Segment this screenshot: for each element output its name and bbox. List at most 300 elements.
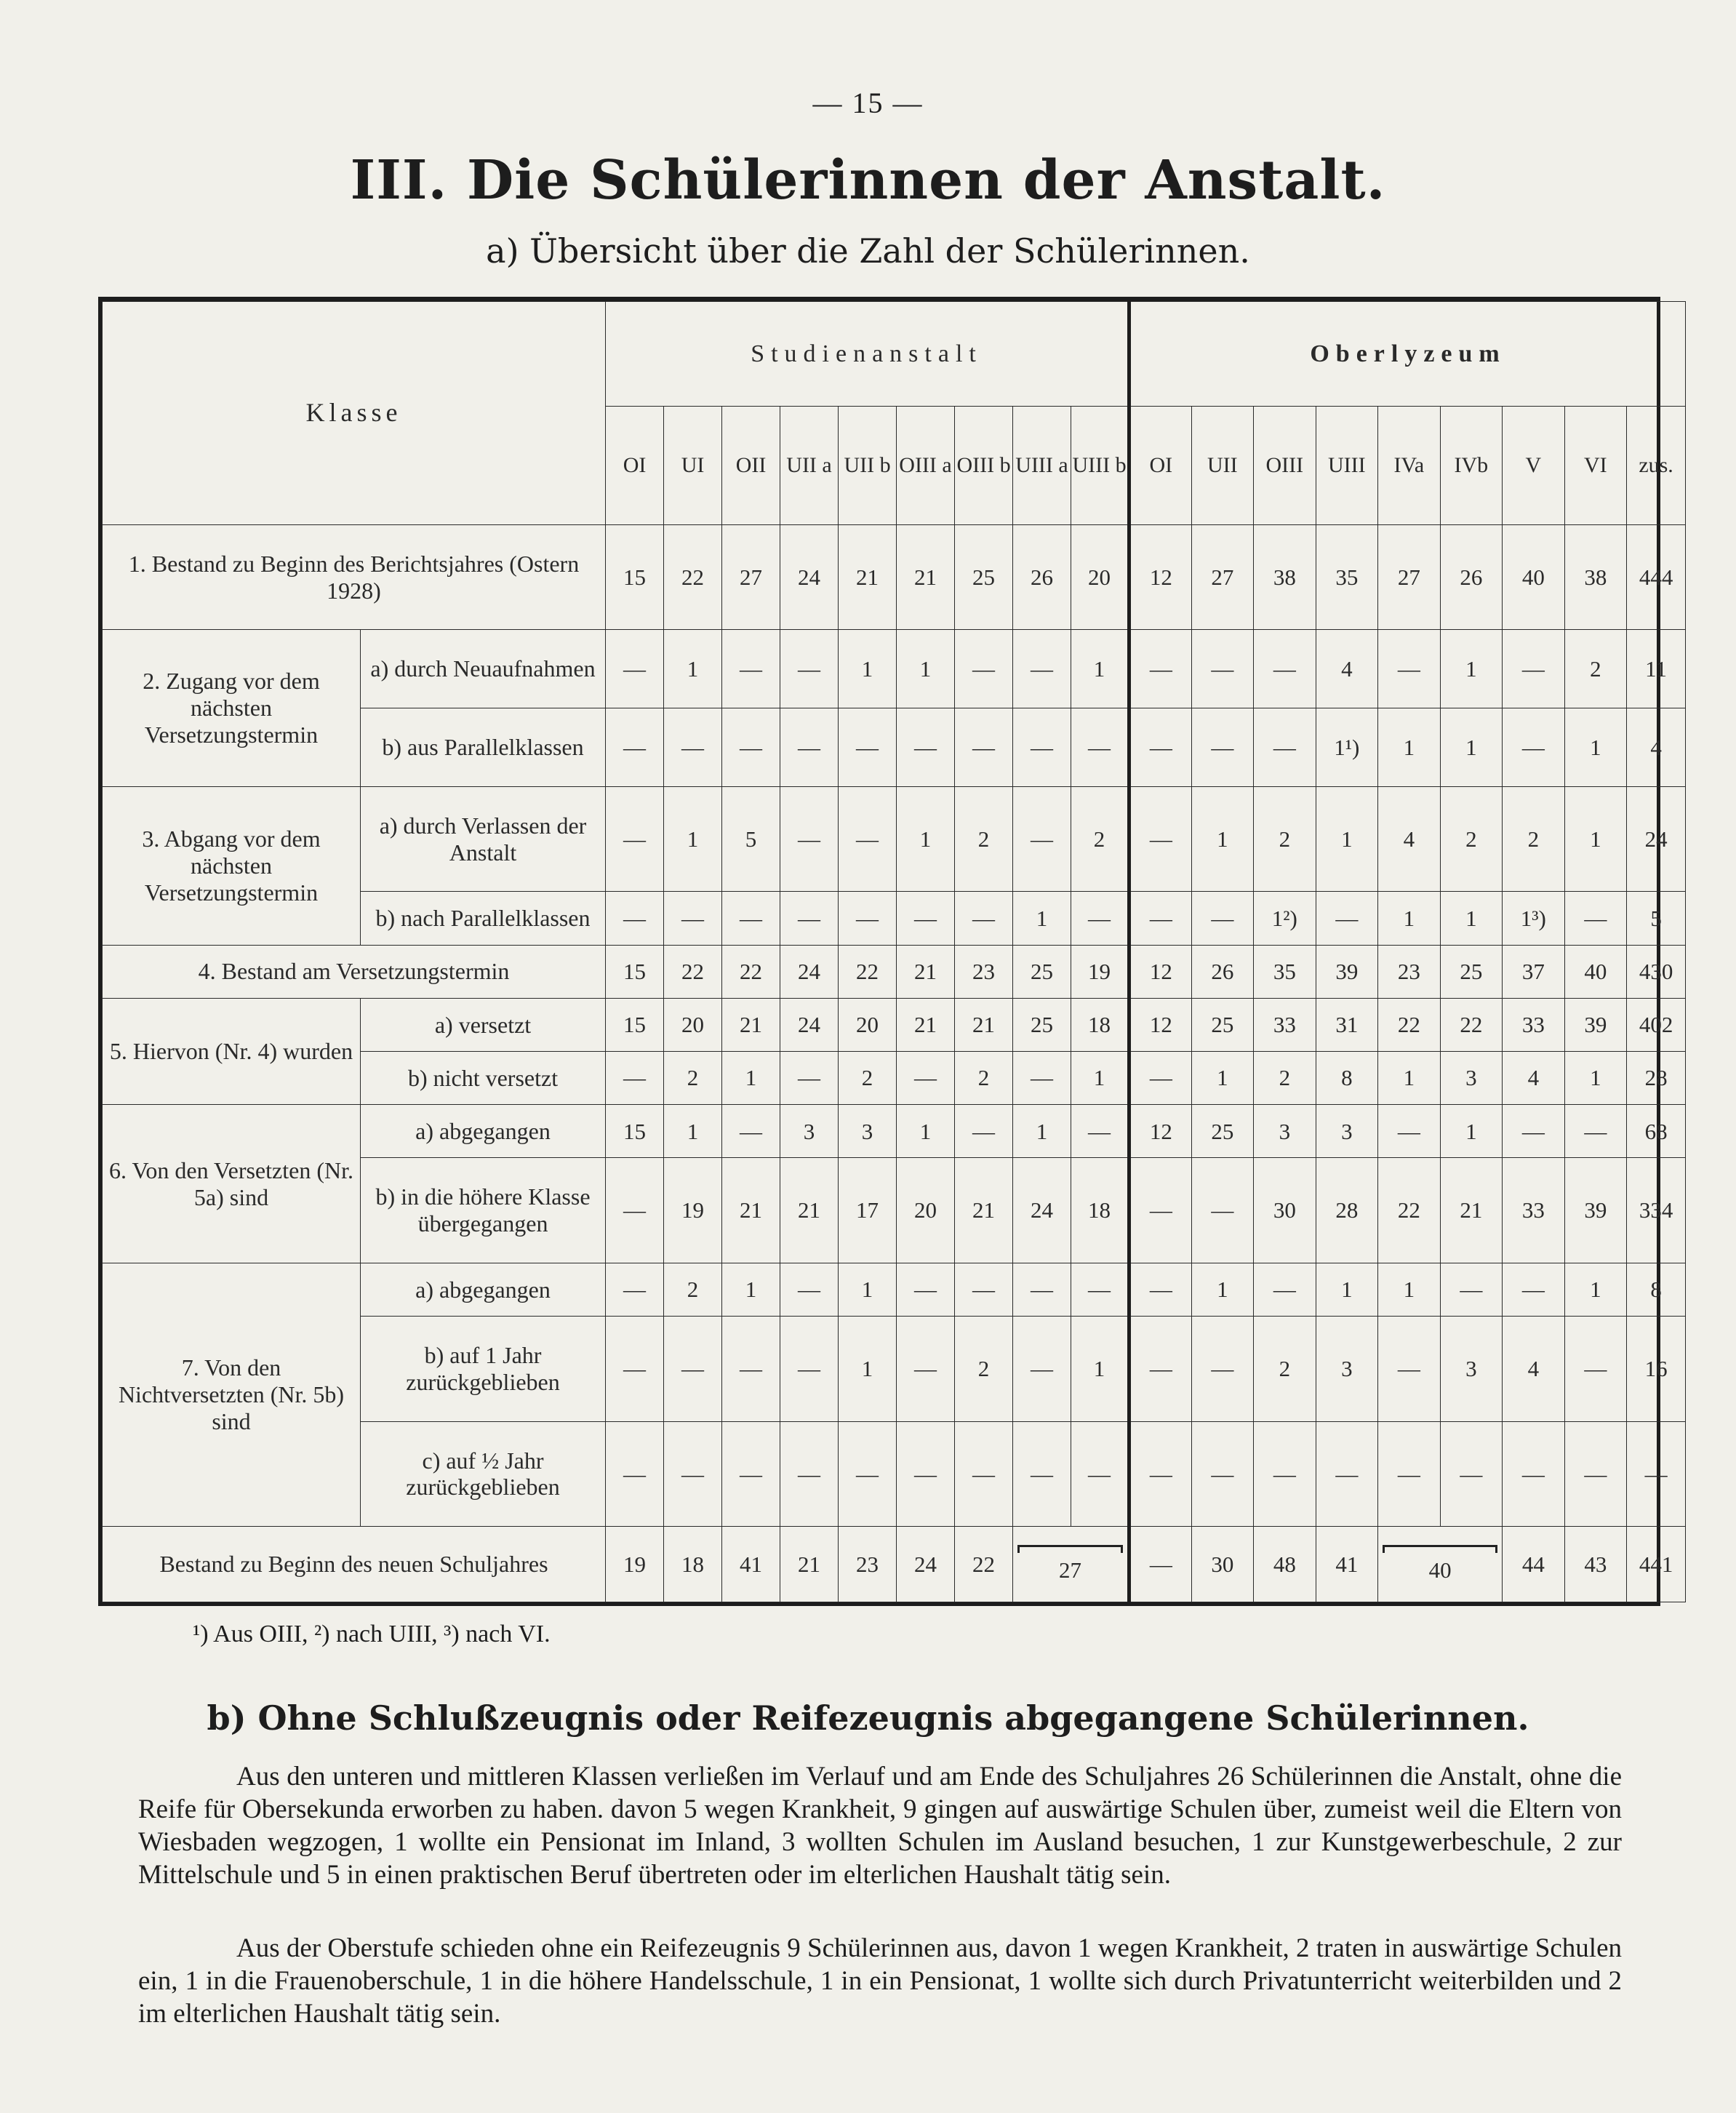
cell-studienanstalt: 26	[1013, 524, 1071, 629]
cell-oberlyzeum: 26	[1440, 524, 1503, 629]
table-row	[103, 945, 1686, 998]
cell-oberlyzeum: 3	[1254, 1105, 1316, 1158]
row-sub-label: a) abgegangen	[361, 1263, 606, 1316]
cell-studienanstalt: —	[606, 892, 664, 945]
cell-oberlyzeum: 2	[1564, 630, 1627, 708]
cell-oberlyzeum: 35	[1316, 524, 1378, 629]
cell-total: 28	[1627, 1052, 1686, 1105]
cell-studienanstalt: —	[897, 1052, 955, 1105]
cell-oberlyzeum: —	[1191, 1421, 1254, 1526]
column-header: OI	[606, 407, 664, 525]
column-header: OIII	[1254, 407, 1316, 525]
cell-oberlyzeum: 12	[1129, 945, 1192, 998]
cell-studienanstalt: 1	[722, 1263, 780, 1316]
cell-studienanstalt: 25	[1013, 998, 1071, 1051]
cell-oberlyzeum: 2	[1503, 786, 1565, 891]
cell-studienanstalt: 1	[722, 1052, 780, 1105]
cell-oberlyzeum: —	[1440, 1421, 1503, 1526]
row-group-label: 7. Von den Nichtversetzten (Nr. 5b) sind	[103, 1263, 361, 1526]
cell-oberlyzeum: 12	[1129, 998, 1192, 1051]
cell-oberlyzeum: —	[1316, 1421, 1378, 1526]
merged-value: 40	[1428, 1557, 1452, 1583]
column-header: UIII	[1316, 407, 1378, 525]
cell-studienanstalt: 1	[664, 630, 722, 708]
cell-studienanstalt: 21	[839, 524, 897, 629]
cell-studienanstalt: 1	[839, 1263, 897, 1316]
cell-oberlyzeum: 43	[1564, 1527, 1627, 1602]
cell-oberlyzeum: 25	[1191, 998, 1254, 1051]
table-row	[103, 524, 1686, 629]
cell-oberlyzeum: —	[1564, 892, 1627, 945]
cell-total: 402	[1627, 998, 1686, 1051]
column-header: OIII b	[955, 407, 1013, 525]
cell-studienanstalt: —	[780, 1263, 839, 1316]
table-row	[103, 1105, 1686, 1158]
cell-oberlyzeum: —	[1129, 1052, 1192, 1105]
cell-studienanstalt: —	[722, 630, 780, 708]
cell-oberlyzeum: 22	[1378, 998, 1441, 1051]
cell-oberlyzeum: 31	[1316, 998, 1378, 1051]
column-header: UIII b	[1071, 407, 1129, 525]
column-header: UI	[664, 407, 722, 525]
cell-studienanstalt: 2	[955, 786, 1013, 891]
cell-oberlyzeum: 4	[1316, 630, 1378, 708]
cell-studienanstalt: 2	[839, 1052, 897, 1105]
cell-studienanstalt: 3	[780, 1105, 839, 1158]
cell-studienanstalt: 18	[1071, 1158, 1129, 1263]
cell-oberlyzeum: —	[1129, 708, 1192, 787]
cell-oberlyzeum: —	[1378, 630, 1441, 708]
cell-oberlyzeum: 30	[1191, 1527, 1254, 1602]
cell-oberlyzeum: —	[1254, 630, 1316, 708]
column-header: UII b	[839, 407, 897, 525]
cell-studienanstalt: —	[780, 1421, 839, 1526]
cell-studienanstalt: 20	[1071, 524, 1129, 629]
cell-studienanstalt: 18	[664, 1527, 722, 1602]
cell-oberlyzeum: 39	[1564, 998, 1627, 1051]
row-label: 4. Bestand am Versetzungstermin	[103, 945, 606, 998]
cell-studienanstalt: —	[780, 708, 839, 787]
column-header: IVb	[1440, 407, 1503, 525]
cell-studienanstalt: —	[606, 708, 664, 787]
cell-oberlyzeum: —	[1564, 1421, 1627, 1526]
cell-oberlyzeum: 33	[1503, 1158, 1565, 1263]
cell-studienanstalt: 23	[839, 1527, 897, 1602]
cell-oberlyzeum: 3	[1316, 1105, 1378, 1158]
cell-oberlyzeum: 1	[1316, 1263, 1378, 1316]
cell-total: 334	[1627, 1158, 1686, 1263]
cell-oberlyzeum: 26	[1191, 945, 1254, 998]
cell-studienanstalt: 24	[780, 945, 839, 998]
cell-studienanstalt: 21	[955, 1158, 1013, 1263]
cell-oberlyzeum: 25	[1440, 945, 1503, 998]
cell-oberlyzeum: 39	[1316, 945, 1378, 998]
cell-studienanstalt: 1	[1071, 1052, 1129, 1105]
merged-value: 27	[1059, 1557, 1082, 1583]
cell-studienanstalt: 3	[839, 1105, 897, 1158]
column-header: OIII a	[897, 407, 955, 525]
cell-studienanstalt: 19	[606, 1527, 664, 1602]
cell-studienanstalt: —	[955, 630, 1013, 708]
cell-oberlyzeum: —	[1503, 1105, 1565, 1158]
cell-oberlyzeum: —	[1191, 630, 1254, 708]
cell-studienanstalt: 15	[606, 998, 664, 1051]
row-sub-label: b) nicht versetzt	[361, 1052, 606, 1105]
cell-studienanstalt: —	[606, 1263, 664, 1316]
cell-studienanstalt: 21	[722, 998, 780, 1051]
cell-oberlyzeum: —	[1378, 1421, 1441, 1526]
cell-studienanstalt: —	[722, 892, 780, 945]
cell-oberlyzeum: 2	[1254, 786, 1316, 891]
cell-studienanstalt: —	[722, 1317, 780, 1421]
cell-oberlyzeum: 48	[1254, 1527, 1316, 1602]
cell-studienanstalt: 2	[955, 1052, 1013, 1105]
page-title: III. Die Schülerinnen der Anstalt.	[350, 149, 1386, 212]
cell-studienanstalt: —	[955, 708, 1013, 787]
cell-oberlyzeum: 27	[1191, 524, 1254, 629]
cell-oberlyzeum: 30	[1254, 1158, 1316, 1263]
cell-oberlyzeum: 2	[1254, 1052, 1316, 1105]
cell-total: 11	[1627, 630, 1686, 708]
cell-oberlyzeum: 1	[1191, 1052, 1254, 1105]
cell-studienanstalt: —	[606, 1421, 664, 1526]
row-sub-label: c) auf ½ Jahr zurückgeblieben	[361, 1421, 606, 1526]
table-row	[103, 630, 1686, 708]
cell-studienanstalt: —	[897, 708, 955, 787]
cell-studienanstalt: —	[664, 708, 722, 787]
row-sub-label: a) abgegangen	[361, 1105, 606, 1158]
cell-oberlyzeum: 1	[1378, 708, 1441, 787]
row-group-label: 2. Zugang vor dem nächsten Versetzungstermin	[103, 630, 361, 787]
cell-oberlyzeum: 12	[1129, 1105, 1192, 1158]
brace	[1383, 1545, 1497, 1553]
table-footnote: ¹) Aus OIII, ²) nach UIII, ³) nach VI.	[193, 1621, 551, 1647]
cell-oberlyzeum: 40	[1564, 945, 1627, 998]
cell-studienanstalt: —	[606, 630, 664, 708]
cell-studienanstalt: —	[664, 892, 722, 945]
cell-oberlyzeum: —	[1378, 1317, 1441, 1421]
cell-studienanstalt: 22	[664, 945, 722, 998]
cell-total: 68	[1627, 1105, 1686, 1158]
cell-oberlyzeum: —	[1503, 1263, 1565, 1316]
cell-oberlyzeum: —	[1129, 1263, 1192, 1316]
cell-studienanstalt: 1	[664, 1105, 722, 1158]
total-header: zus.	[1627, 407, 1686, 525]
enrollment-table	[98, 297, 1673, 1606]
table-row	[103, 998, 1686, 1051]
cell-oberlyzeum: —	[1254, 1421, 1316, 1526]
column-header: UII	[1191, 407, 1254, 525]
cell-oberlyzeum: 1	[1440, 708, 1503, 787]
cell-studienanstalt: 27	[722, 524, 780, 629]
cell-oberlyzeum: 3	[1440, 1317, 1503, 1421]
cell-oberlyzeum: 28	[1316, 1158, 1378, 1263]
cell-oberlyzeum: —	[1254, 1263, 1316, 1316]
cell-oberlyzeum: 25	[1191, 1105, 1254, 1158]
cell-studienanstalt: —	[1013, 1421, 1071, 1526]
cell-studienanstalt: 19	[664, 1158, 722, 1263]
cell-studienanstalt: 19	[1071, 945, 1129, 998]
cell-studienanstalt: 20	[897, 1158, 955, 1263]
row-group-label: 5. Hiervon (Nr. 4) wurden	[103, 998, 361, 1104]
cell-studienanstalt: 21	[897, 998, 955, 1051]
cell-oberlyzeum: 1	[1316, 786, 1378, 891]
cell-studienanstalt: —	[1071, 892, 1129, 945]
cell-studienanstalt: —	[606, 1317, 664, 1421]
cell-studienanstalt: 24	[780, 524, 839, 629]
cell-studienanstalt: 15	[606, 1105, 664, 1158]
row-sub-label: a) versetzt	[361, 998, 606, 1051]
row-sub-label: b) nach Parallelklassen	[361, 892, 606, 945]
column-header: UIII a	[1013, 407, 1071, 525]
cell-oberlyzeum: 4	[1378, 786, 1441, 891]
row-group-label: 6. Von den Versetzten (Nr. 5a) sind	[103, 1105, 361, 1263]
column-header: UII a	[780, 407, 839, 525]
cell-oberlyzeum: 40	[1503, 524, 1565, 629]
cell-studienanstalt: —	[897, 1263, 955, 1316]
cell-studienanstalt: 18	[1071, 998, 1129, 1051]
cell-studienanstalt: —	[897, 1421, 955, 1526]
cell-merged-iv	[1378, 1527, 1503, 1602]
cell-oberlyzeum: —	[1191, 1158, 1254, 1263]
cell-studienanstalt: 21	[897, 524, 955, 629]
cell-studienanstalt: —	[955, 1105, 1013, 1158]
cell-studienanstalt: 1	[839, 630, 897, 708]
cell-studienanstalt: 1	[839, 1317, 897, 1421]
cell-studienanstalt: —	[1071, 1105, 1129, 1158]
cell-studienanstalt: 20	[664, 998, 722, 1051]
cell-studienanstalt: 22	[722, 945, 780, 998]
cell-studienanstalt: —	[780, 1052, 839, 1105]
row-label: Bestand zu Beginn des neuen Schuljahres	[103, 1527, 606, 1602]
cell-oberlyzeum: 23	[1378, 945, 1441, 998]
cell-oberlyzeum: 3	[1440, 1052, 1503, 1105]
cell-oberlyzeum: —	[1564, 1105, 1627, 1158]
cell-oberlyzeum: 1	[1564, 786, 1627, 891]
cell-studienanstalt: 2	[1071, 786, 1129, 891]
cell-oberlyzeum: 1	[1378, 1052, 1441, 1105]
cell-oberlyzeum: —	[1129, 1527, 1192, 1602]
cell-total: 444	[1627, 524, 1686, 629]
cell-oberlyzeum: —	[1503, 708, 1565, 787]
cell-oberlyzeum: —	[1440, 1263, 1503, 1316]
cell-studienanstalt: 5	[722, 786, 780, 891]
column-header: OI	[1129, 407, 1192, 525]
cell-studienanstalt: —	[780, 786, 839, 891]
cell-oberlyzeum: —	[1191, 1317, 1254, 1421]
cell-studienanstalt: —	[1013, 630, 1071, 708]
cell-oberlyzeum: —	[1564, 1317, 1627, 1421]
oberlyzeum-header: Oberlyzeum	[1129, 302, 1686, 407]
cell-studienanstalt: 2	[955, 1317, 1013, 1421]
cell-oberlyzeum: 1	[1378, 1263, 1441, 1316]
cell-studienanstalt: 25	[1013, 945, 1071, 998]
cell-studienanstalt: —	[955, 1263, 1013, 1316]
row-sub-label: b) aus Parallelklassen	[361, 708, 606, 787]
cell-merged-uiii	[1013, 1527, 1129, 1602]
cell-studienanstalt: 21	[780, 1527, 839, 1602]
cell-studienanstalt: —	[839, 786, 897, 891]
cell-total: 430	[1627, 945, 1686, 998]
column-header: OII	[722, 407, 780, 525]
cell-studienanstalt: 41	[722, 1527, 780, 1602]
cell-oberlyzeum: —	[1129, 1158, 1192, 1263]
table-row	[103, 1263, 1686, 1316]
cell-studienanstalt: 2	[664, 1263, 722, 1316]
cell-studienanstalt: —	[1013, 1317, 1071, 1421]
table-row-final	[103, 1527, 1686, 1602]
cell-studienanstalt: —	[897, 1317, 955, 1421]
cell-studienanstalt: —	[664, 1317, 722, 1421]
cell-oberlyzeum: —	[1129, 1317, 1192, 1421]
cell-oberlyzeum: 2	[1440, 786, 1503, 891]
cell-studienanstalt: 24	[897, 1527, 955, 1602]
cell-oberlyzeum: 1	[1564, 708, 1627, 787]
row-group-label: 3. Abgang vor dem nächsten Versetzungstermin	[103, 786, 361, 945]
cell-oberlyzeum: —	[1191, 892, 1254, 945]
row-sub-label: a) durch Neuaufnahmen	[361, 630, 606, 708]
studienanstalt-header: Studienanstalt	[606, 302, 1129, 407]
cell-oberlyzeum: 12	[1129, 524, 1192, 629]
klasse-header: Klasse	[103, 302, 606, 525]
cell-studienanstalt: —	[664, 1421, 722, 1526]
cell-oberlyzeum: 35	[1254, 945, 1316, 998]
cell-studienanstalt: —	[897, 892, 955, 945]
cell-studienanstalt: —	[1071, 1263, 1129, 1316]
cell-oberlyzeum: 21	[1440, 1158, 1503, 1263]
cell-studienanstalt: 17	[839, 1158, 897, 1263]
cell-oberlyzeum: —	[1503, 630, 1565, 708]
cell-studienanstalt: —	[606, 1052, 664, 1105]
cell-studienanstalt: 22	[955, 1527, 1013, 1602]
cell-studienanstalt: —	[780, 630, 839, 708]
paragraph-lower-classes: Aus den unteren und mittleren Klassen verließen im Verlauf und am Ende des Schuljahres 26 Schülerinnen die Anstalt, ohne die Reife für Obersekunda erworben zu haben. davon 5 wegen Krankheit, 9 gingen auf auswärtige Schulen über, zumeist weil die Eltern von Wiesbaden wegzogen, 1 wollte ein Pensionat im Inland, 3 wollten Schulen im Ausland besuchen, 1 zur Kunstgewerbeschule, 2 zur Mittelschule und 5 in einen praktischen Beruf übertreten oder im elterlichen Haushalt tätig sein.	[138, 1762, 1622, 1890]
cell-oberlyzeum: 1	[1191, 786, 1254, 891]
cell-oberlyzeum: —	[1378, 1105, 1441, 1158]
cell-studienanstalt: 22	[839, 945, 897, 998]
cell-studienanstalt: 1	[664, 786, 722, 891]
cell-oberlyzeum: 3	[1316, 1317, 1378, 1421]
cell-studienanstalt: 24	[1013, 1158, 1071, 1263]
cell-studienanstalt: —	[955, 1421, 1013, 1526]
cell-studienanstalt: —	[780, 892, 839, 945]
table-row	[103, 786, 1686, 891]
cell-oberlyzeum: 1	[1378, 892, 1441, 945]
cell-studienanstalt: 1	[1013, 1105, 1071, 1158]
cell-oberlyzeum: 8	[1316, 1052, 1378, 1105]
section-a-title: a) Übersicht über die Zahl der Schülerinnen.	[486, 231, 1250, 271]
cell-studienanstalt: 21	[897, 945, 955, 998]
cell-oberlyzeum: 1	[1564, 1052, 1627, 1105]
cell-oberlyzeum: 37	[1503, 945, 1565, 998]
cell-total: 5	[1627, 892, 1686, 945]
cell-oberlyzeum: —	[1129, 892, 1192, 945]
cell-oberlyzeum: —	[1129, 630, 1192, 708]
cell-studienanstalt: 1	[1013, 892, 1071, 945]
cell-studienanstalt: —	[1013, 786, 1071, 891]
cell-studienanstalt: 20	[839, 998, 897, 1051]
cell-studienanstalt: —	[606, 1158, 664, 1263]
cell-studienanstalt: —	[722, 1421, 780, 1526]
cell-studienanstalt: 1	[897, 786, 955, 891]
cell-oberlyzeum: 1	[1440, 630, 1503, 708]
cell-total: 4	[1627, 708, 1686, 787]
cell-oberlyzeum: 1	[1440, 892, 1503, 945]
cell-studienanstalt: —	[1013, 1263, 1071, 1316]
column-header: V	[1503, 407, 1565, 525]
cell-studienanstalt: —	[1013, 708, 1071, 787]
cell-studienanstalt: —	[606, 786, 664, 891]
cell-studienanstalt: 1	[897, 630, 955, 708]
cell-studienanstalt: —	[1013, 1052, 1071, 1105]
cell-oberlyzeum: 38	[1564, 524, 1627, 629]
cell-oberlyzeum: 22	[1378, 1158, 1441, 1263]
cell-studienanstalt: 22	[664, 524, 722, 629]
cell-oberlyzeum: 1	[1191, 1263, 1254, 1316]
cell-oberlyzeum: 33	[1254, 998, 1316, 1051]
brace	[1017, 1545, 1123, 1553]
cell-studienanstalt: —	[722, 708, 780, 787]
cell-studienanstalt: 23	[955, 945, 1013, 998]
paragraph-upper-classes: Aus der Oberstufe schieden ohne ein Reifezeugnis 9 Schülerinnen aus, davon 1 wegen Krankheit, 2 traten in auswärtige Schulen ein, 1 in die Frauenoberschule, 1 in die höhere Handelsschule, 1 in ein Pensionat, 1 wollte sich durch Privatunterricht weiterbilden und 2 im elterlichen Haushalt tätig sein.	[138, 1933, 1622, 2029]
cell-studienanstalt: 25	[955, 524, 1013, 629]
row-sub-label: a) durch Verlassen der Anstalt	[361, 786, 606, 891]
cell-studienanstalt: —	[780, 1317, 839, 1421]
section-b-title: b) Ohne Schlußzeugnis oder Reifezeugnis abgegangene Schülerinnen.	[207, 1698, 1529, 1738]
cell-total: —	[1627, 1421, 1686, 1526]
cell-total: 16	[1627, 1317, 1686, 1421]
column-header: VI	[1564, 407, 1627, 525]
cell-oberlyzeum: 33	[1503, 998, 1565, 1051]
cell-studienanstalt: —	[839, 892, 897, 945]
cell-studienanstalt: —	[1071, 708, 1129, 787]
cell-oberlyzeum: 2	[1254, 1317, 1316, 1421]
cell-studienanstalt: 1	[897, 1105, 955, 1158]
cell-studienanstalt: —	[839, 708, 897, 787]
cell-studienanstalt: —	[1071, 1421, 1129, 1526]
cell-oberlyzeum: 39	[1564, 1158, 1627, 1263]
cell-oberlyzeum: —	[1129, 1421, 1192, 1526]
cell-studienanstalt: 21	[955, 998, 1013, 1051]
cell-studienanstalt: —	[839, 1421, 897, 1526]
cell-studienanstalt: 1	[1071, 630, 1129, 708]
cell-oberlyzeum: 22	[1440, 998, 1503, 1051]
cell-oberlyzeum: 1³)	[1503, 892, 1565, 945]
cell-total: 441	[1627, 1527, 1686, 1602]
cell-oberlyzeum: 4	[1503, 1052, 1565, 1105]
cell-studienanstalt: 15	[606, 945, 664, 998]
cell-oberlyzeum: 1²)	[1254, 892, 1316, 945]
cell-oberlyzeum: 27	[1378, 524, 1441, 629]
column-header: IVa	[1378, 407, 1441, 525]
cell-oberlyzeum: 41	[1316, 1527, 1378, 1602]
cell-studienanstalt: 15	[606, 524, 664, 629]
row-sub-label: b) auf 1 Jahr zurückgeblieben	[361, 1317, 606, 1421]
cell-studienanstalt: —	[722, 1105, 780, 1158]
cell-oberlyzeum: 1	[1440, 1105, 1503, 1158]
page-number: — 15 —	[812, 87, 924, 119]
cell-studienanstalt: —	[955, 892, 1013, 945]
row-label: 1. Bestand zu Beginn des Berichtsjahres (Ostern 1928)	[103, 524, 606, 629]
cell-oberlyzeum: 1¹)	[1316, 708, 1378, 787]
row-sub-label: b) in die höhere Klasse übergegangen	[361, 1158, 606, 1263]
cell-total: 8	[1627, 1263, 1686, 1316]
cell-oberlyzeum: 1	[1564, 1263, 1627, 1316]
cell-oberlyzeum: 38	[1254, 524, 1316, 629]
cell-oberlyzeum: —	[1191, 708, 1254, 787]
cell-oberlyzeum: —	[1129, 786, 1192, 891]
cell-oberlyzeum: —	[1503, 1421, 1565, 1526]
